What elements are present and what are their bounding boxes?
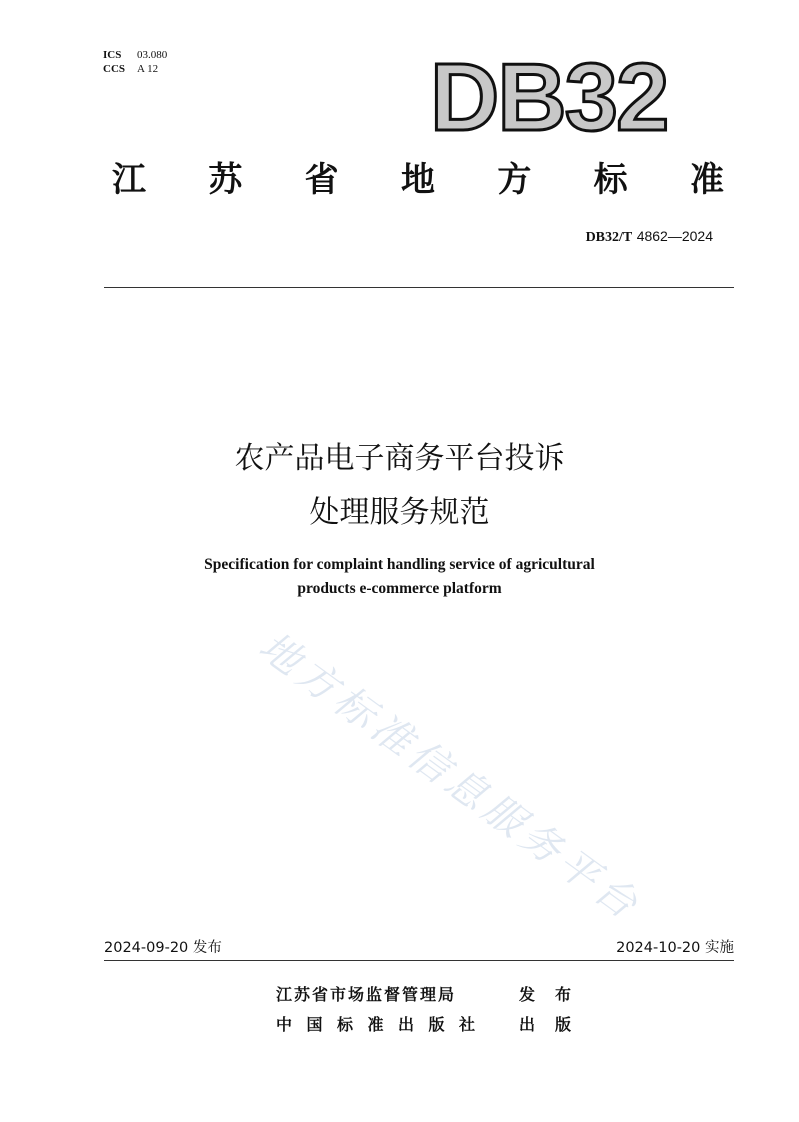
org-title-char: 省: [304, 160, 339, 200]
printer-name: 中国标准出版社: [276, 1015, 490, 1034]
top-divider: [104, 287, 734, 288]
org-title-char: 准: [689, 160, 724, 200]
standard-number: [586, 227, 713, 247]
chinese-title-line1: 农产品电子商务平台投诉: [234, 441, 565, 476]
org-title-char: 苏: [208, 160, 243, 200]
org-title-char: 方: [497, 160, 532, 200]
english-title-line2: products e-commerce platform: [297, 580, 502, 597]
implementation-date: 2024-10-20 实施: [616, 940, 734, 956]
issuer-role: 发布: [519, 985, 592, 1004]
issuer-name: 江苏省市场监督管理局: [276, 985, 457, 1004]
classification-codes: [103, 48, 167, 76]
watermark: 地方标准信息服务平台: [250, 623, 650, 931]
chinese-title: [0, 432, 799, 540]
english-title: [0, 553, 799, 601]
ics-label: ICS: [103, 49, 122, 61]
db32-logo: DB32: [430, 44, 668, 151]
standard-number-value: 4862—2024: [636, 228, 713, 244]
org-title-char: 地: [400, 160, 435, 200]
standard-number-prefix: DB32/T: [585, 230, 633, 245]
ccs-code: A 12: [137, 63, 159, 75]
chinese-title-line2: 处理服务规范: [309, 495, 490, 530]
org-title-char: 江: [112, 160, 146, 200]
bottom-divider: [104, 960, 734, 961]
ics-code: 03.080: [137, 49, 168, 61]
issue-date: 2024-09-20 发布: [104, 940, 222, 956]
english-title-line1: Specification for complaint handling service of agricultural: [204, 556, 595, 573]
org-title-char: 标: [593, 160, 628, 200]
printer-role: 出版: [519, 1015, 592, 1034]
ccs-label: CCS: [103, 63, 126, 75]
org-title: [112, 160, 724, 200]
